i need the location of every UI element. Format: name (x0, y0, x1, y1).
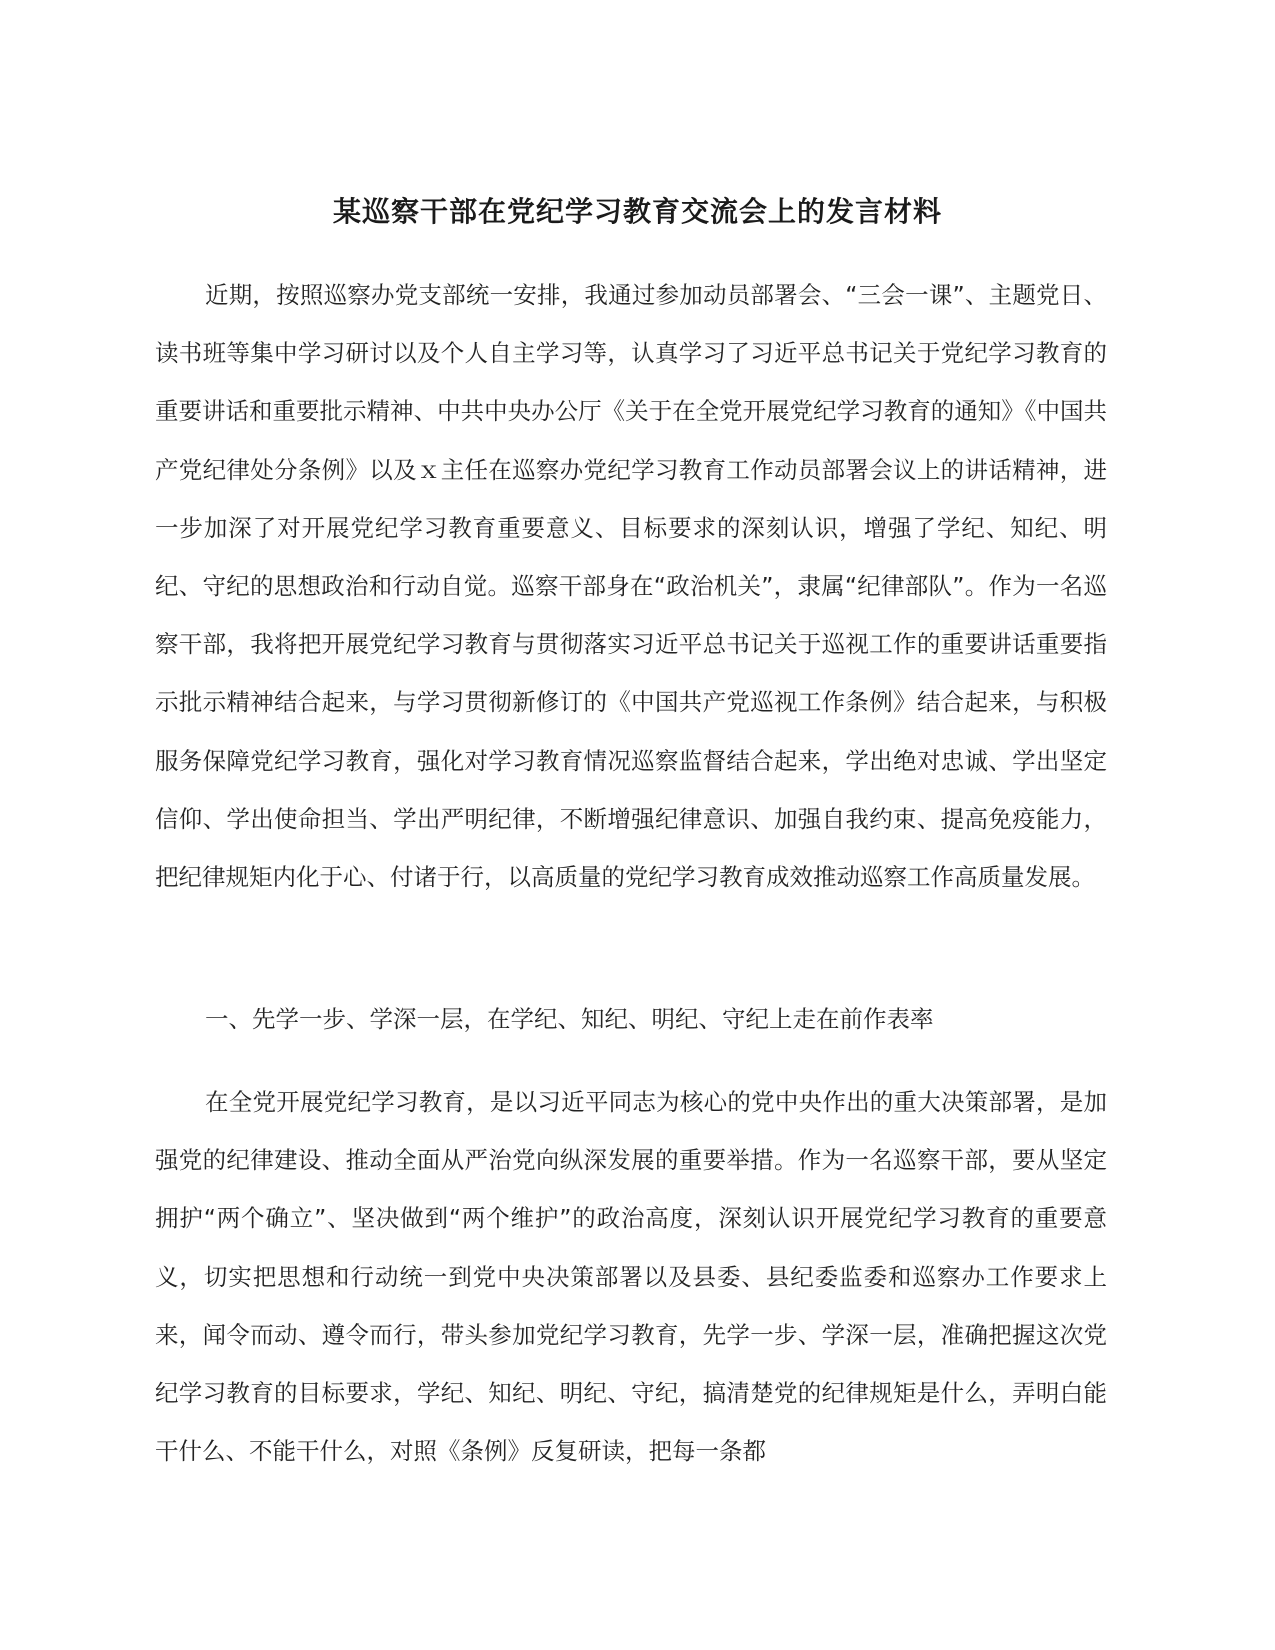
paragraph-section-1: 在全党开展党纪学习教育，是以习近平同志为核心的党中央作出的重大决策部署，是加强党的纪律建设、推动全面从严治党向纵深发展的重要举措。作为一名巡察干部，要从坚定拥护“两个确立”、坚决做到“两个维护”的政治高度，深刻认识开展党纪学习教育的重要意义，切实把思想和行动统一到党中央决策部署以及县委、县纪委监委和巡察办工作要求上来，闻令而动、遵令而行，带头参加党纪学习教育，先学一步、学深一层，准确把握这次党纪学习教育的目标要求，学纪、知纪、明纪、守纪，搞清楚党的纪律规矩是什么，弄明白能干什么、不能干什么，对照《条例》反复研读，把每一条都 (155, 1088, 1107, 1466)
paragraph-intro: 近期，按照巡察办党支部统一安排，我通过参加动员部署会、“三会一课”、主题党日、读书班等集中学习研讨以及个人自主学习等，认真学习了习近平总书记关于党纪学习教育的重要讲话和重要批示精神、中共中央办公厅《关于在全党开展党纪学习教育的通知》《中国共产党纪律处分条例》以及ｘ主任在巡察办党纪学习教育工作动员部署会议上的讲话精神，进一步加深了对开展党纪学习教育重要意义、目标要求的深刻认识，增强了学纪、知纪、明纪、守纪的思想政治和行动自觉。巡察干部身在“政治机关”，隶属“纪律部队”。作为一名巡察干部，我将把开展党纪学习教育与贯彻落实习近平总书记关于巡视工作的重要讲话重要指示批示精神结合起来，与学习贯彻新修订的《中国共产党巡视工作条例》结合起来，与积极服务保障党纪学习教育，强化对学习教育情况巡察监督结合起来，学出绝对忠诚、学出坚定信仰、学出使命担当、学出严明纪律，不断增强纪律意识、加强自我约束、提高免疫能力，把纪律规矩内化于心、付诸于行，以高质量的党纪学习教育成效推动巡察工作高质量发展。 (155, 281, 1107, 892)
document-title: 某巡察干部在党纪学习教育交流会上的发言材料 (332, 195, 942, 228)
section-heading-1: 一、先学一步、学深一层，在学纪、知纪、明纪、守纪上走在前作表率 (205, 1005, 934, 1033)
